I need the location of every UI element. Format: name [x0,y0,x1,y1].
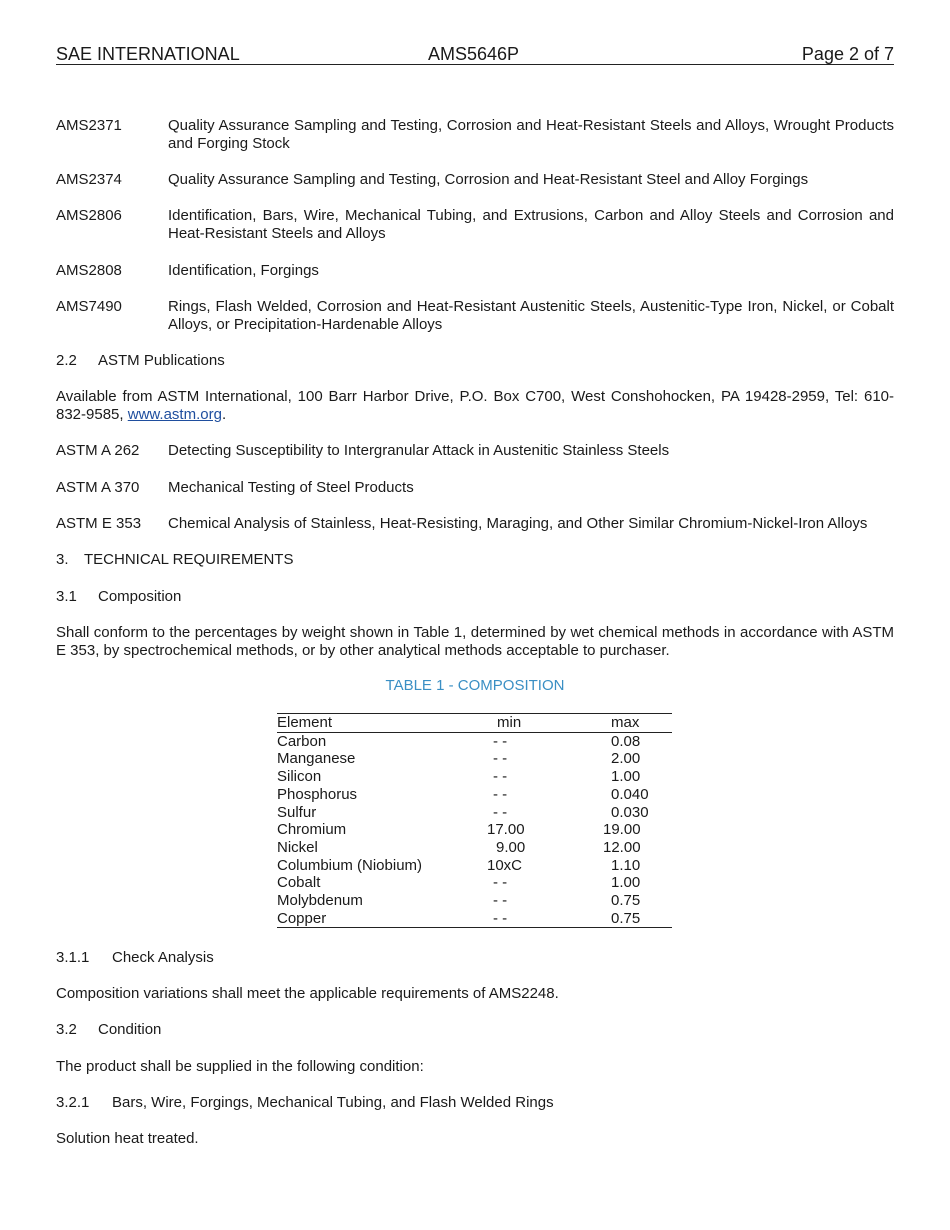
table-header-row [277,714,672,733]
solution-heat-treated-paragraph: Solution heat treated. [56,1130,199,1147]
table-cell-min: - - [493,750,508,768]
section-heading-2-2 [56,352,894,370]
reference-code: AMS2806 [56,207,122,224]
astm-website-link[interactable]: www.astm.org [127,406,222,423]
table-cell-min: - - [493,732,508,750]
table-cell-max: 0.08 [611,732,641,750]
section-title: TECHNICAL REQUIREMENTS [84,551,294,568]
reference-code: AMS2808 [56,262,122,279]
table-cell-element: Manganese [277,750,356,768]
reference-item [56,262,894,280]
section-title: Bars, Wire, Forgings, Mechanical Tubing, and Flash Welded Rings [112,1094,554,1111]
table-cell-max: 12.00 [603,838,641,856]
section-number: 3.2 [56,1021,77,1038]
section-number: 3.1.1 [56,949,90,966]
table-cell-min: - - [493,785,508,803]
table-cell-element: Sulfur [277,803,317,821]
table-row [277,732,672,750]
header-doc-number: AMS5646P [428,44,520,64]
table-cell-min: - - [493,803,508,821]
section-title: Composition [98,588,182,605]
reference-description: Quality Assurance Sampling and Testing, Corrosion and Heat-Resistant Steel and Alloy Forgings [168,171,809,188]
table-cell-max: 1.00 [611,768,641,786]
page-header [56,42,894,65]
reference-description: Quality Assurance Sampling and Testing, Corrosion and Heat-Resistant Steels and Alloys, Wrought Products and Forging Stock [168,117,894,152]
table-cell-max: 0.75 [611,909,641,927]
astm-availability-end: . [221,406,227,423]
reference-code: ASTM A 370 [56,479,140,496]
section-heading-3 [56,551,894,569]
table-cell-max: 1.00 [611,874,641,892]
reference-description: Detecting Susceptibility to Intergranular Attack in Austenitic Stainless Steels [168,442,670,459]
section-title: ASTM Publications [98,352,225,369]
table-row [277,821,672,839]
reference-item [56,171,894,189]
section-heading-3-2 [56,1021,894,1039]
table-cell-min: 9.00 [496,838,526,856]
table-cell-element: Cobalt [277,874,321,892]
table-cell-min: - - [493,909,508,927]
table-cell-min: - - [493,892,508,910]
reference-description: Rings, Flash Welded, Corrosion and Heat-Resistant Austenitic Steels, Austenitic-Type Iron, Nickel, or Cobalt Alloys, or Precipitation-Hardenable Alloys [168,298,894,333]
reference-description: Identification, Forgings [168,262,319,279]
table-row [277,892,672,910]
table-cell-element: Nickel [277,838,318,856]
reference-code: ASTM E 353 [56,515,142,532]
table-cell-min: 10xC [487,856,523,874]
table-cell-max: 0.030 [611,803,649,821]
table-cell-min: 17.00 [487,821,525,839]
reference-item [56,117,894,153]
table-row [277,839,672,857]
table-cell-max: 0.75 [611,892,641,910]
column-header-min: min [497,714,522,731]
table-cell-max: 2.00 [611,750,641,768]
table-cell-element: Silicon [277,768,322,786]
table-cell-element: Columbium (Niobium) [277,856,423,874]
section-title: Check Analysis [112,949,214,966]
table-cell-element: Carbon [277,732,327,750]
reference-item [56,442,894,460]
table-row [277,768,672,786]
reference-item [56,479,894,497]
table-cell-max: 19.00 [603,821,641,839]
table-cell-min: - - [493,768,508,786]
reference-description: Chemical Analysis of Stainless, Heat-Resisting, Maraging, and Other Similar Chromium-Nickel-Iron Alloys [168,515,868,532]
table-row [277,804,672,822]
reference-item [56,515,894,533]
table-cell-min: - - [493,874,508,892]
table-cell-element: Copper [277,909,327,927]
composition-table [277,713,672,928]
table-cell-element: Molybdenum [277,892,363,910]
table-row [277,857,672,875]
reference-code: ASTM A 262 [56,442,140,459]
reference-code: AMS2371 [56,117,122,134]
astm-availability-text: Available from ASTM International, 100 Barr Harbor Drive, P.O. Box C700, West Conshohocken, PA 19428-2959, Tel: 610-832-9585, [56,388,894,423]
table-row [277,786,672,804]
section-title: Condition [98,1021,162,1038]
reference-description: Mechanical Testing of Steel Products [168,479,414,496]
table-cell-max: 0.040 [611,785,649,803]
section-heading-3-2-1 [56,1094,894,1112]
section-number: 2.2 [56,352,77,369]
header-org: SAE INTERNATIONAL [56,44,240,64]
table-cell-element: Phosphorus [277,785,358,803]
section-number: 3. [56,551,69,568]
table-row [277,874,672,892]
reference-code: AMS7490 [56,298,122,315]
column-header-element: Element [277,714,333,731]
header-page-number: Page 2 of 7 [801,44,894,64]
composition-paragraph: Shall conform to the percentages by weight shown in Table 1, determined by wet chemical methods in accordance with ASTM E 353, by spectrochemical methods, or by other analytical methods acceptable to purchaser. [56,624,894,659]
table-cell-max: 1.10 [611,856,641,874]
section-number: 3.1 [56,588,77,605]
reference-item [56,298,894,334]
table-row [277,910,672,928]
check-analysis-paragraph: Composition variations shall meet the applicable requirements of AMS2248. [56,985,559,1002]
reference-code: AMS2374 [56,171,122,188]
section-heading-3-1-1 [56,949,894,967]
table-caption: TABLE 1 - COMPOSITION [385,677,565,694]
column-header-max: max [611,714,640,731]
reference-description: Identification, Bars, Wire, Mechanical Tubing, and Extrusions, Carbon and Alloy Steels and Corrosion and Heat-Resistant Steels and Alloys [168,207,894,242]
table-cell-element: Chromium [277,821,347,839]
table-row [277,750,672,768]
section-number: 3.2.1 [56,1094,90,1111]
condition-paragraph: The product shall be supplied in the following condition: [56,1058,424,1075]
reference-item [56,207,894,243]
astm-availability-paragraph [56,388,894,424]
section-heading-3-1 [56,588,894,606]
